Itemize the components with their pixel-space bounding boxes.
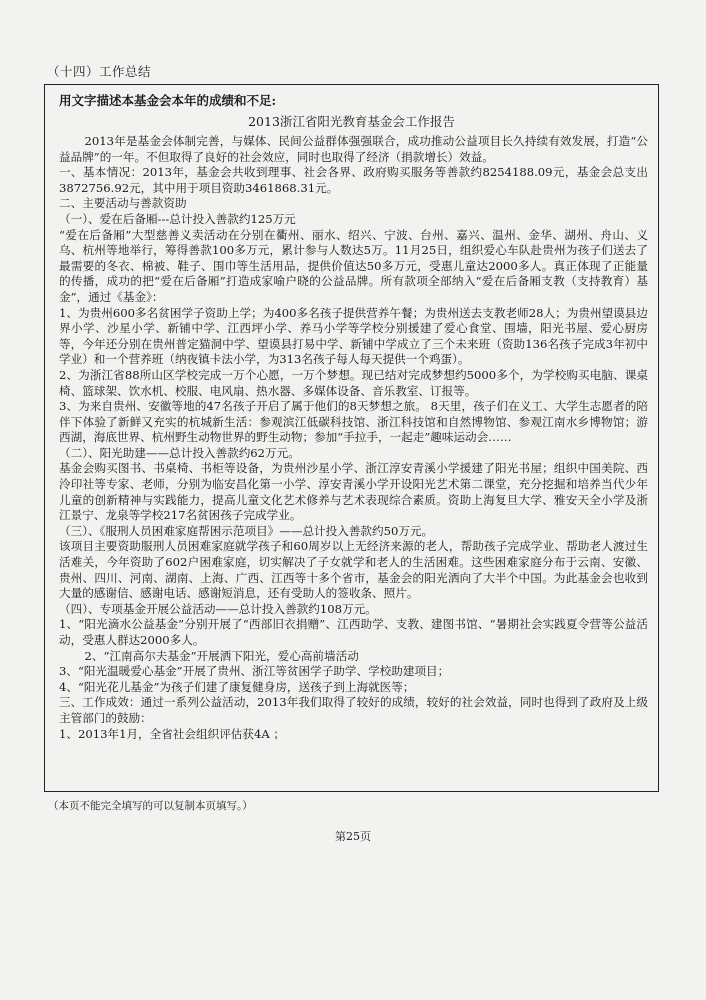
section-heading: （十四）工作总结 xyxy=(47,64,152,79)
report-paragraph: 1、为贵州600多名贫困学子资助上学；为400多名孩子提供营养午餐；为贵州送去支教老师28人；为贵州望谟县边界小学、沙星小学、新铺中学、江西坪小学、养马小学等学校分别援建了爱心食堂、围墙，阳光书屋、爱心厨房等，今年还分别在贵州普定猫洞中学、望谟县打易中学、新铺中学成立了三个未来班（资助136名孩子完成3年初中学业）和一个营养班（纳夜镇卡法小学，为313名孩子每人每天提供一个鸡蛋）。 xyxy=(59,305,648,367)
report-paragraph: 4、“阳光花儿基金”为孩子们建了康复健身房，送孩子到上海就医等； xyxy=(59,679,415,694)
report-title: 2013浙江省阳光教育基金会工作报告 xyxy=(248,114,455,129)
report-paragraph: （三）、《服刑人员困难家庭帮困示范项目》——总计投入善款约50万元。 xyxy=(59,523,434,538)
report-paragraph: （二）、阳光助建——总计投入善款约62万元。 xyxy=(59,445,300,460)
report-paragraph: 3、为来自贵州、安徽等地的47名孩子开启了属于他们的8天梦想之旅。 8天里，孩子们在义工、大学生志愿者的陪伴下体验了新鲜又充实的杭城新生活：参观滨江低碳科技馆、浙江科技馆和自然博物馆、参观江南水乡博物馆；游西湖，海底世界、杭州野生动物世界的野生动物；参加“手拉手，一起走”趣味运动会…… xyxy=(59,399,648,445)
report-paragraph: （一）、爱在后备厢---总计投入善款约125万元 xyxy=(59,211,296,226)
work-summary-box xyxy=(44,84,659,792)
report-paragraph: 三、工作成效：通过一系列公益活动，2013年我们取得了较好的成绩，较好的社会效益，同时也得到了政府及上级主管部门的鼓励： xyxy=(59,695,648,725)
report-body xyxy=(59,134,648,742)
report-paragraph: 一、基本情况：2013年，基金会共收到理事、社会各界、政府购买服务等善款约8254188.09元，基金会总支出3872756.92元，其中用于项目资助3461868.31元。 xyxy=(59,165,648,195)
report-paragraph: 该项目主要资助服刑人员困难家庭就学孩子和60周岁以上无经济来源的老人，帮助孩子完成学业、帮助老人渡过生活难关，今年资助了602户困难家庭，切实解决了子女就学和老人的生活困难。这些困难家庭分布于云南、安徽、贵州、四川、河南、湖南、上海、广西、江西等十多个省市，基金会的阳光洒向了大半个中国。为此基金会也收到大量的感谢信、感谢电话、感谢短消息，还有受助人的签收条、照片。 xyxy=(59,539,648,601)
footnote: （本页不能完全填写的可以复制本页填写。） xyxy=(48,800,253,812)
field-label: 用文字描述本基金会本年的成绩和不足: xyxy=(59,93,277,108)
page-number: 第25页 xyxy=(335,830,371,843)
report-paragraph: 2、为浙江省88所山区学校完成一万个心愿，一万个梦想。现已结对完成梦想约5000多个，为学校购买电脑、课桌椅、篮球架、饮水机、校服、电风扇、热水器、多媒体设备、音乐教室、订报等。 xyxy=(59,367,648,398)
report-paragraph: （四）、专项基金开展公益活动——总计投入善款约108万元。 xyxy=(59,601,377,616)
report-paragraph: 3、“阳光温暖爱心基金”开展了贵州、浙江等贫困学子助学、学校助建项目； xyxy=(59,664,450,679)
report-paragraph: 基金会购买图书、书桌椅、书柜等设备，为贵州沙星小学、浙江淳安青溪小学援建了阳光书屋；组织中国美院、西泠印社等专家、老师，分别为临安昌化第一小学、淳安青溪小学开设阳光艺术第二课堂，充分挖掘和培养当代少年儿童的创新精神与实践能力，提高儿童文化艺术修养与艺术表现综合素质。资助上海复旦大学、雅安天全小学及浙江景宁、龙泉等学校217名贫困孩子完成学业。 xyxy=(59,461,648,523)
report-paragraph: 2、“江南高尔夫基金”开展洒下阳光，爱心高前墙活动 xyxy=(84,648,359,663)
report-paragraph: 2013年是基金会体制完善，与媒体、民间公益群体强强联合，成功推动公益项目长久持续有效发展，打造“公益品牌”的一年。不但取得了良好的社会效应，同时也取得了经济（捐款增长）效益。 xyxy=(59,134,648,164)
report-paragraph: “爱在后备厢”大型慈善义卖活动在分别在衢州、丽水、绍兴、宁波、台州、嘉兴、温州、金华、湖州、舟山、义乌、杭州等地举行，筹得善款100多万元，累计参与人数达5万。11月25日，组织爱心车队赴贵州为孩子们送去了最需要的冬衣、棉被、鞋子、围巾等生活用品，提供价值达50多万元，受惠儿童达2000多人。真正体现了正能量的传播，成功的把“爱在后备厢”打造成家喻户晓的公益品牌。所有款项全部纳入“爱在后备厢支教（支持教育）基金”，通过《基金》： xyxy=(59,227,648,304)
report-paragraph: 1、“阳光滴水公益基金”分别开展了“西部旧衣捐赠”、江西助学、支教、建图书馆、“暑期社会实践夏令营等公益活动，受惠人群达2000多人。 xyxy=(59,617,648,647)
report-paragraph: 1、2013年1月，全省社会组织评估获4A ； xyxy=(59,726,286,741)
report-paragraph: 二、主要活动与善款资助 xyxy=(59,196,187,211)
